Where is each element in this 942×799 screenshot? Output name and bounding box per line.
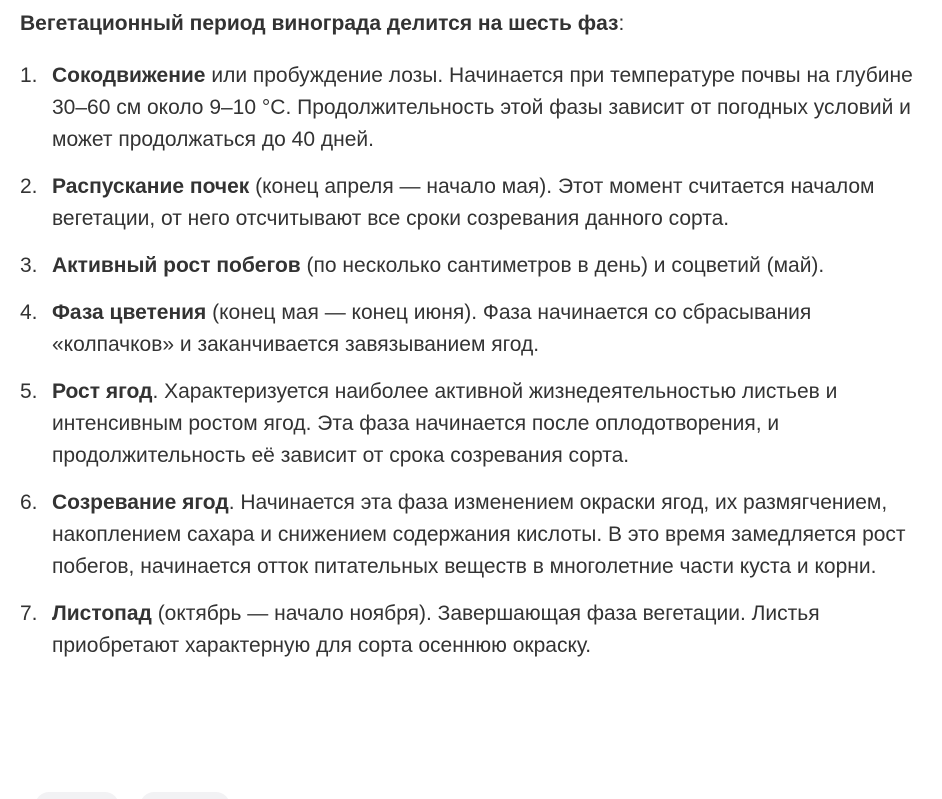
list-item-number: 6. — [20, 491, 38, 514]
list-item-body: (конец мая — конец июня). Фаза начинается со сбрасывания «колпачков» и заканчивается завязыванием ягод. — [52, 301, 812, 356]
list-item-body: или пробуждение лозы. Начинается при температуре почвы на глубине 30–60 см около 9–10 °C. Продолжительность этой фазы зависит от погодных условий и может продолжаться до 40 дней. — [52, 64, 913, 151]
list-item-text — [52, 376, 914, 472]
list-item-term: Листопад — [52, 602, 152, 625]
list-item-term: Активный рост побегов — [52, 254, 301, 277]
phases-list — [20, 60, 922, 662]
list-item-text — [52, 487, 914, 583]
page-title-colon: : — [618, 12, 625, 35]
list-item-2 — [20, 171, 922, 235]
list-item-term: Фаза цветения — [52, 301, 207, 324]
footer-chip-button-1[interactable] — [35, 792, 119, 799]
list-item-number: 5. — [20, 380, 38, 403]
list-item-term: Рост ягод — [52, 380, 153, 403]
list-item-5 — [20, 376, 922, 472]
list-item-4 — [20, 297, 922, 361]
list-item-term: Созревание ягод — [52, 491, 229, 514]
list-item-number: 1. — [20, 64, 38, 87]
list-item-7 — [20, 598, 922, 662]
page-title — [20, 8, 922, 40]
list-item-1 — [20, 60, 922, 156]
list-item-number: 3. — [20, 254, 38, 277]
footer-chip-row — [0, 792, 942, 799]
list-item-body: (октябрь — начало ноября). Завершающая фаза вегетации. Листья приобретают характерную для сорта осеннюю окраску. — [52, 602, 820, 657]
page-title-text: Вегетационный период винограда делится на шесть фаз — [20, 12, 619, 35]
list-item-body: (по несколько сантиметров в день) и соцветий (май). — [300, 254, 825, 277]
list-item-text — [52, 171, 914, 235]
list-item-number: 2. — [20, 175, 38, 198]
list-item-body: . Характеризуется наиболее активной жизнедеятельностью листьев и интенсивным ростом ягод. Эта фаза начинается после оплодотворения, и продолжительность её зависит от срока созревания сорта. — [52, 380, 838, 467]
list-item-term: Распускание почек — [52, 175, 250, 198]
list-item-text — [52, 598, 914, 662]
list-item-3 — [20, 250, 922, 282]
list-item-text — [52, 60, 914, 156]
footer-chip-button-2[interactable] — [140, 792, 230, 799]
list-item-number: 4. — [20, 301, 38, 324]
list-item-6 — [20, 487, 922, 583]
list-item-body: (конец апреля — начало мая). Этот момент считается началом вегетации, от него отсчитывают все сроки созревания данного сорта. — [52, 175, 875, 230]
list-item-body: . Начинается эта фаза изменением окраски ягод, их размягчением, накоплением сахара и снижением содержания кислоты. В это время замедляется рост побегов, начинается отток питательных веществ в многолетние части куста и корни. — [52, 491, 906, 578]
list-item-number: 7. — [20, 602, 38, 625]
list-item-text — [52, 250, 914, 282]
list-item-term: Сокодвижение — [52, 64, 206, 87]
list-item-text — [52, 297, 914, 361]
